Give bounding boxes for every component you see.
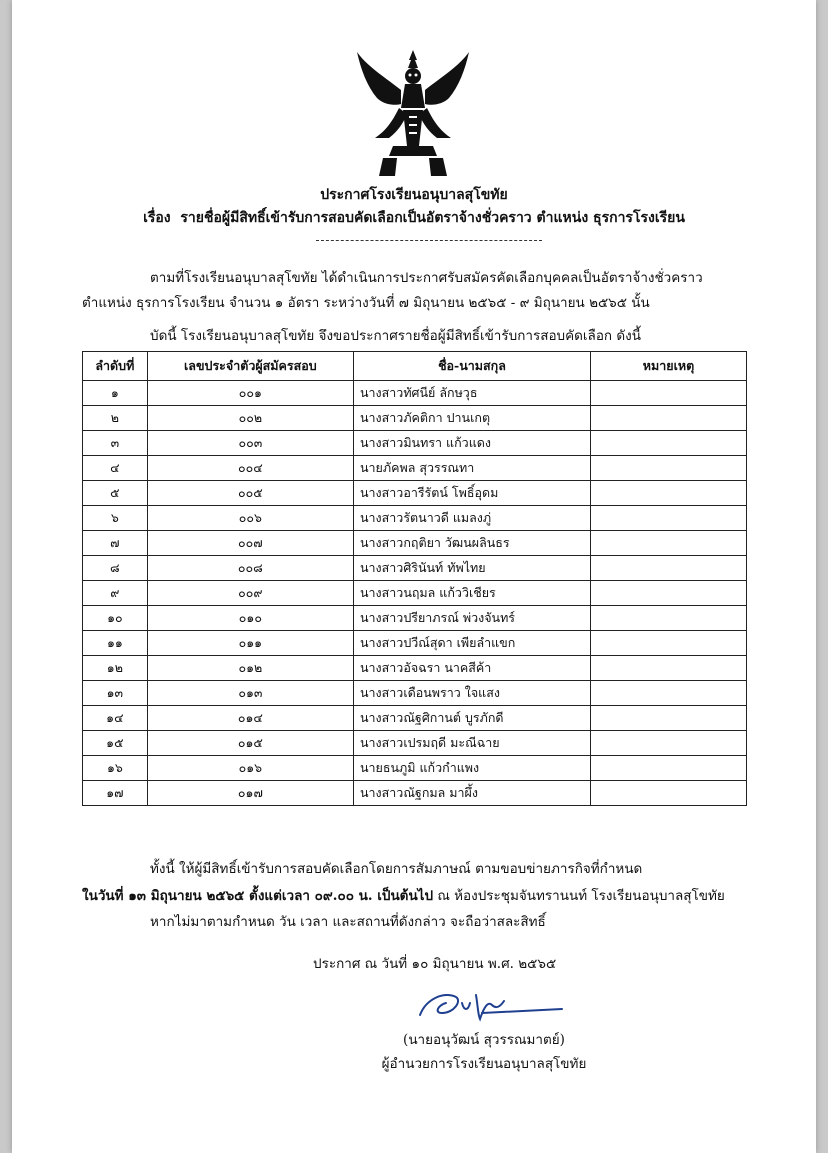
row-name: นางสาวกฤติยา วัฒนผลินธร: [353, 531, 590, 556]
row-name: นางสาวเดือนพราว ใจแสง: [353, 681, 590, 706]
row-name: นางสาวมินทรา แก้วแดง: [353, 431, 590, 456]
row-id: ๐๑๓: [147, 681, 353, 706]
row-name: นางสาวภัคติกา ปานเกตุ: [353, 406, 590, 431]
closing-line-3: หากไม่มาตามกำหนด วัน เวลา และสถานที่ดังกล่าว จะถือว่าสละสิทธิ์: [150, 914, 546, 930]
header-note: หมายเหตุ: [591, 352, 747, 381]
row-note: [591, 656, 747, 681]
table-row: [83, 781, 747, 806]
closing-line-2: [82, 884, 725, 906]
row-no: ๑๓: [83, 681, 148, 706]
row-id: ๐๑๕: [147, 731, 353, 756]
row-id: ๐๑๑: [147, 631, 353, 656]
row-id: ๐๑๐: [147, 606, 353, 631]
table-row: [83, 506, 747, 531]
row-note: [591, 581, 747, 606]
row-name: นางสาวอารีรัตน์ โพธิ์อุดม: [353, 481, 590, 506]
header-no: ลำดับที่: [83, 352, 148, 381]
row-name: นางสาวณัฐกมล มาผึ้ง: [353, 781, 590, 806]
row-no: ๖: [83, 506, 148, 531]
table-row: [83, 731, 747, 756]
table-row: [83, 706, 747, 731]
intro-line-3: บัดนี้ โรงเรียนอนุบาลสุโขทัย จึงขอประกาศรายชื่อผู้มีสิทธิ์เข้ารับการสอบคัดเลือก ดังนี้: [150, 328, 641, 344]
row-no: ๑: [83, 381, 148, 406]
table-row: [83, 531, 747, 556]
row-no: ๕: [83, 481, 148, 506]
subject-text: รายชื่อผู้มีสิทธิ์เข้ารับการสอบคัดเลือกเป็นอัตราจ้างชั่วคราว ตำแหน่ง ธุรการโรงเรียน: [180, 210, 685, 226]
interview-location: ณ ห้องประชุมจันทรานนท์ โรงเรียนอนุบาลสุโขทัย: [433, 888, 725, 904]
table-row: [83, 406, 747, 431]
subject-label: เรื่อง: [143, 210, 171, 226]
table-row: [83, 431, 747, 456]
interview-date-time: ในวันที่ ๑๓ มิถุนายน ๒๕๖๕ ตั้งแต่เวลา ๐๙.๐๐ น. เป็นต้นไป: [82, 888, 434, 904]
row-no: ๑๔: [83, 706, 148, 731]
row-name: นางสาวณัฐศิกานต์ บูรภักดี: [353, 706, 590, 731]
row-name: นางสาวนฤมล แก้ววิเชียร: [353, 581, 590, 606]
announcement-subject: [0, 207, 828, 229]
announcement-title: ประกาศโรงเรียนอนุบาลสุโขทัย: [320, 187, 508, 203]
table-row: [83, 381, 747, 406]
header-id: เลขประจำตัวผู้สมัครสอบ: [147, 352, 353, 381]
signer-name: (นายอนุวัฒน์ สุวรรณมาตย์): [403, 1032, 565, 1048]
row-name: นางสาวเปรมฤดี มะณีฉาย: [353, 731, 590, 756]
signer-position: ผู้อำนวยการโรงเรียนอนุบาลสุโขทัย: [381, 1056, 587, 1072]
row-id: ๐๐๗: [147, 531, 353, 556]
table-row: [83, 656, 747, 681]
row-id: ๐๑๗: [147, 781, 353, 806]
table-row: [83, 756, 747, 781]
row-no: ๒: [83, 406, 148, 431]
intro-line-1: ตามที่โรงเรียนอนุบาลสุโขทัย ได้ดำเนินการประกาศรับสมัครคัดเลือกบุคคลเป็นอัตราจ้างชั่วคราว: [150, 270, 703, 286]
row-id: ๐๐๙: [147, 581, 353, 606]
intro-line-2: ตำแหน่ง ธุรการโรงเรียน จำนวน ๑ อัตรา ระหว่างวันที่ ๗ มิถุนายน ๒๕๖๕ - ๙ มิถุนายน ๒๕๖๕ นั้น: [82, 295, 650, 311]
table-row: [83, 481, 747, 506]
row-note: [591, 606, 747, 631]
row-name: นางสาวอัจฉรา นาคสีค้า: [353, 656, 590, 681]
row-no: ๓: [83, 431, 148, 456]
row-note: [591, 506, 747, 531]
row-id: ๐๑๖: [147, 756, 353, 781]
row-id: ๐๐๕: [147, 481, 353, 506]
table-row: [83, 681, 747, 706]
header-name: ชื่อ-นามสกุล: [353, 352, 590, 381]
row-no: ๑๕: [83, 731, 148, 756]
row-no: ๑๒: [83, 656, 148, 681]
row-name: นางสาวปวีณ์สุดา เพียลำแขก: [353, 631, 590, 656]
row-id: ๐๑๒: [147, 656, 353, 681]
row-note: [591, 706, 747, 731]
row-name: นางสาวปรียาภรณ์ พ่วงจันทร์: [353, 606, 590, 631]
row-no: ๙: [83, 581, 148, 606]
row-no: ๑๗: [83, 781, 148, 806]
garuda-emblem: [353, 46, 473, 182]
row-id: ๐๐๑: [147, 381, 353, 406]
row-name: นางสาวศิรินันท์ ทัพไทย: [353, 556, 590, 581]
closing-line-1: ทั้งนี้ ให้ผู้มีสิทธิ์เข้ารับการสอบคัดเลือกโดยการสัมภาษณ์ ตามขอบข่ายภารกิจที่กำหนด: [150, 861, 643, 877]
row-note: [591, 731, 747, 756]
row-note: [591, 556, 747, 581]
row-name: นางสาวทัศนีย์ ลักษวุธ: [353, 381, 590, 406]
row-id: ๐๐๘: [147, 556, 353, 581]
row-note: [591, 381, 747, 406]
row-note: [591, 681, 747, 706]
row-note: [591, 781, 747, 806]
table-row: [83, 581, 747, 606]
row-id: ๐๐๖: [147, 506, 353, 531]
table-row: [83, 556, 747, 581]
table-row: [83, 606, 747, 631]
row-name: นายภัคพล สุวรรณทา: [353, 456, 590, 481]
table-row: [83, 631, 747, 656]
row-note: [591, 456, 747, 481]
row-note: [591, 406, 747, 431]
row-note: [591, 431, 747, 456]
table-header-row: [83, 352, 747, 381]
row-no: ๑๖: [83, 756, 148, 781]
signature-image: [416, 985, 566, 1025]
table-row: [83, 456, 747, 481]
row-name: นายธนภูมิ แก้วกำแพง: [353, 756, 590, 781]
row-no: ๘: [83, 556, 148, 581]
announce-date: ประกาศ ณ วันที่ ๑๐ มิถุนายน พ.ศ. ๒๕๖๕: [313, 956, 557, 972]
row-no: ๑๐: [83, 606, 148, 631]
row-name: นางสาวรัตนาวดี แมลงภู่: [353, 506, 590, 531]
title-divider: [316, 240, 542, 241]
candidate-table: [82, 351, 747, 806]
row-no: ๗: [83, 531, 148, 556]
row-id: ๐๐๒: [147, 406, 353, 431]
row-no: ๑๑: [83, 631, 148, 656]
row-note: [591, 756, 747, 781]
row-id: ๐๐๔: [147, 456, 353, 481]
row-no: ๔: [83, 456, 148, 481]
row-note: [591, 531, 747, 556]
row-note: [591, 631, 747, 656]
row-id: ๐๐๓: [147, 431, 353, 456]
row-id: ๐๑๔: [147, 706, 353, 731]
row-note: [591, 481, 747, 506]
